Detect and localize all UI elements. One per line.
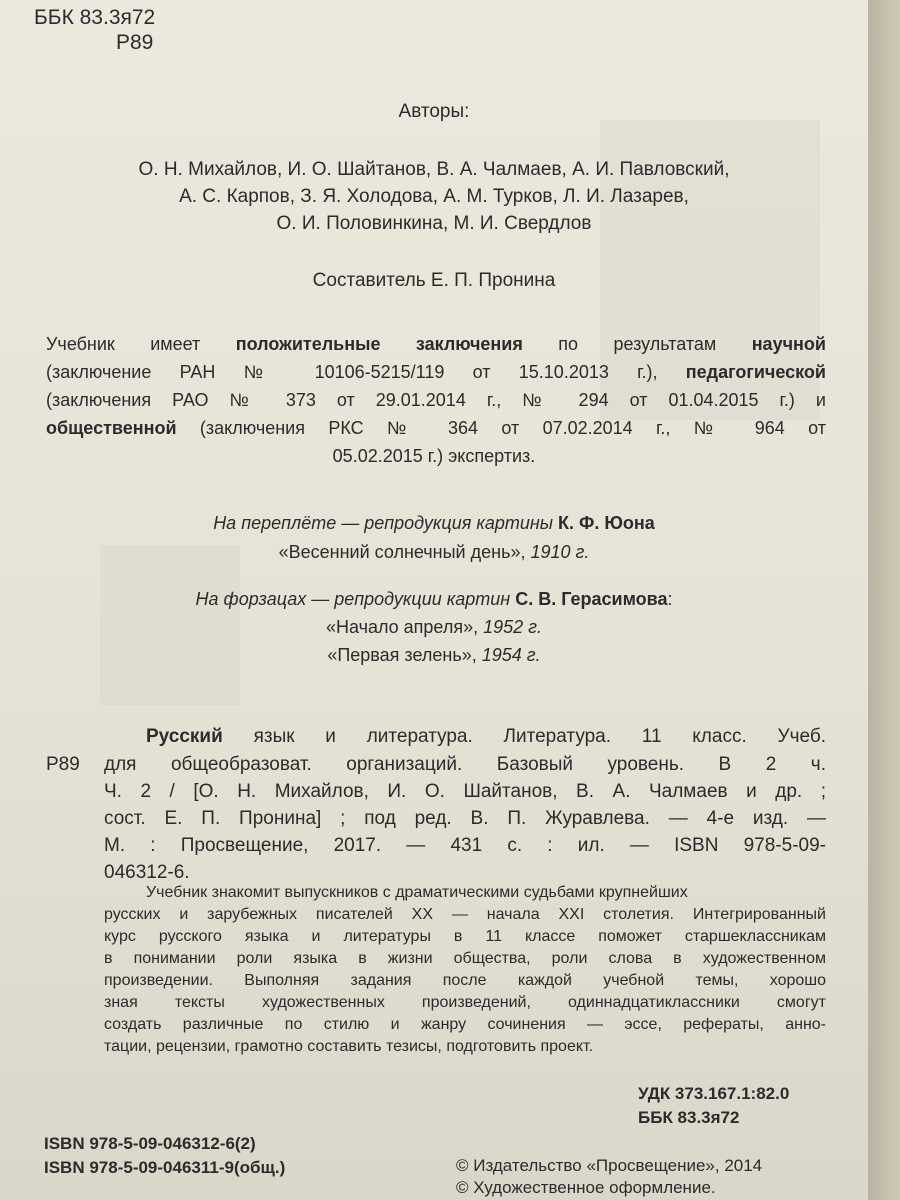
- bbk-code-top: ББК 83.3я72: [34, 6, 156, 29]
- expertise-line: (заключение РАН № 10106-5215/119 от 15.10.2013 г.), педагогической: [46, 362, 826, 382]
- library-code-top: Р89: [116, 31, 154, 54]
- binding-painting: «Весенний солнечный день», 1910 г.: [278, 542, 590, 562]
- expertise-line: Учебник имеет положительные заключения по результатам научной: [46, 334, 826, 354]
- copyright-design: © Художественное оформление.: [456, 1178, 716, 1197]
- authors-line: О. Н. Михайлов, И. О. Шайтанов, В. А. Чалмаев, А. И. Павловский,: [138, 159, 730, 180]
- expertise-line: общественной (заключения РКС № 364 от 07.02.2014 г., № 964 от: [46, 418, 826, 438]
- authors-heading: Авторы:: [398, 101, 470, 122]
- annotation-line: зная тексты художественных произведений, одиннадцатиклассники смогут: [104, 994, 826, 1011]
- bib-line: Ч. 2 / [О. Н. Михайлов, И. О. Шайтанов, В. А. Чалмаев и др. ;: [104, 781, 826, 802]
- annotation-line: русских и зарубежных писателей XX — начала XXI столетия. Интегрированный: [104, 906, 826, 923]
- bib-line: сост. Е. П. Пронина] ; под ред. В. П. Журавлева. — 4-е изд. —: [104, 808, 826, 829]
- compiler-line: Составитель Е. П. Пронина: [312, 270, 556, 291]
- isbn-volume: ISBN 978-5-09-046312-6(2): [44, 1134, 256, 1153]
- annotation-line: тации, рецензии, грамотно составить тезисы, подготовить проект.: [104, 1038, 594, 1055]
- authors-line: О. И. Половинкина, М. И. Свердлов: [276, 213, 592, 234]
- bib-line: для общеобразоват. организаций. Базовый уровень. В 2 ч.: [104, 754, 826, 775]
- endpapers-painting: «Первая зелень», 1954 г.: [327, 645, 541, 665]
- annotation-line: курс русского языка и литературы в 11 классе поможет старшеклассникам: [104, 928, 826, 945]
- bib-line: М. : Просвещение, 2017. — 431 с. : ил. — ISBN 978-5-09-: [104, 835, 826, 856]
- expertise-line: 05.02.2015 г.) экспертиз.: [332, 446, 536, 466]
- binding-credit: На переплёте — репродукция картины К. Ф. Юона: [213, 513, 655, 533]
- expertise-line: (заключения РАО № 373 от 29.01.2014 г., № 294 от 01.04.2015 г.) и: [46, 390, 826, 410]
- annotation-line: произведении. Выполняя задания после каждой учебной темы, хорошо: [104, 972, 826, 989]
- endpapers-credit: На форзацах — репродукции картин С. В. Герасимова:: [195, 589, 673, 609]
- bbk-code-bottom: ББК 83.3я72: [638, 1108, 740, 1127]
- annotation-line: создать различные по стилю и жанру сочинения — эссе, рефераты, анно-: [104, 1016, 826, 1033]
- udk-code: УДК 373.167.1:82.0: [638, 1084, 790, 1103]
- page-edge-shadow: [868, 0, 900, 1200]
- annotation-line: Учебник знакомит выпускников с драматическими судьбами крупнейших: [146, 884, 688, 901]
- bib-code: Р89: [46, 754, 80, 775]
- authors-line: А. С. Карпов, З. Я. Холодова, А. М. Турков, Л. И. Лазарев,: [179, 186, 689, 207]
- bib-line: Русский язык и литература. Литература. 11 класс. Учеб.: [146, 726, 826, 747]
- endpapers-painting: «Начало апреля», 1952 г.: [325, 617, 543, 637]
- copyright-publisher: © Издательство «Просвещение», 2014: [456, 1156, 763, 1175]
- isbn-general: ISBN 978-5-09-046311-9(общ.): [44, 1158, 286, 1177]
- bib-line: 046312-6.: [104, 862, 190, 883]
- annotation-line: в понимании роли языка в жизни общества, роли слова в художественном: [104, 950, 826, 967]
